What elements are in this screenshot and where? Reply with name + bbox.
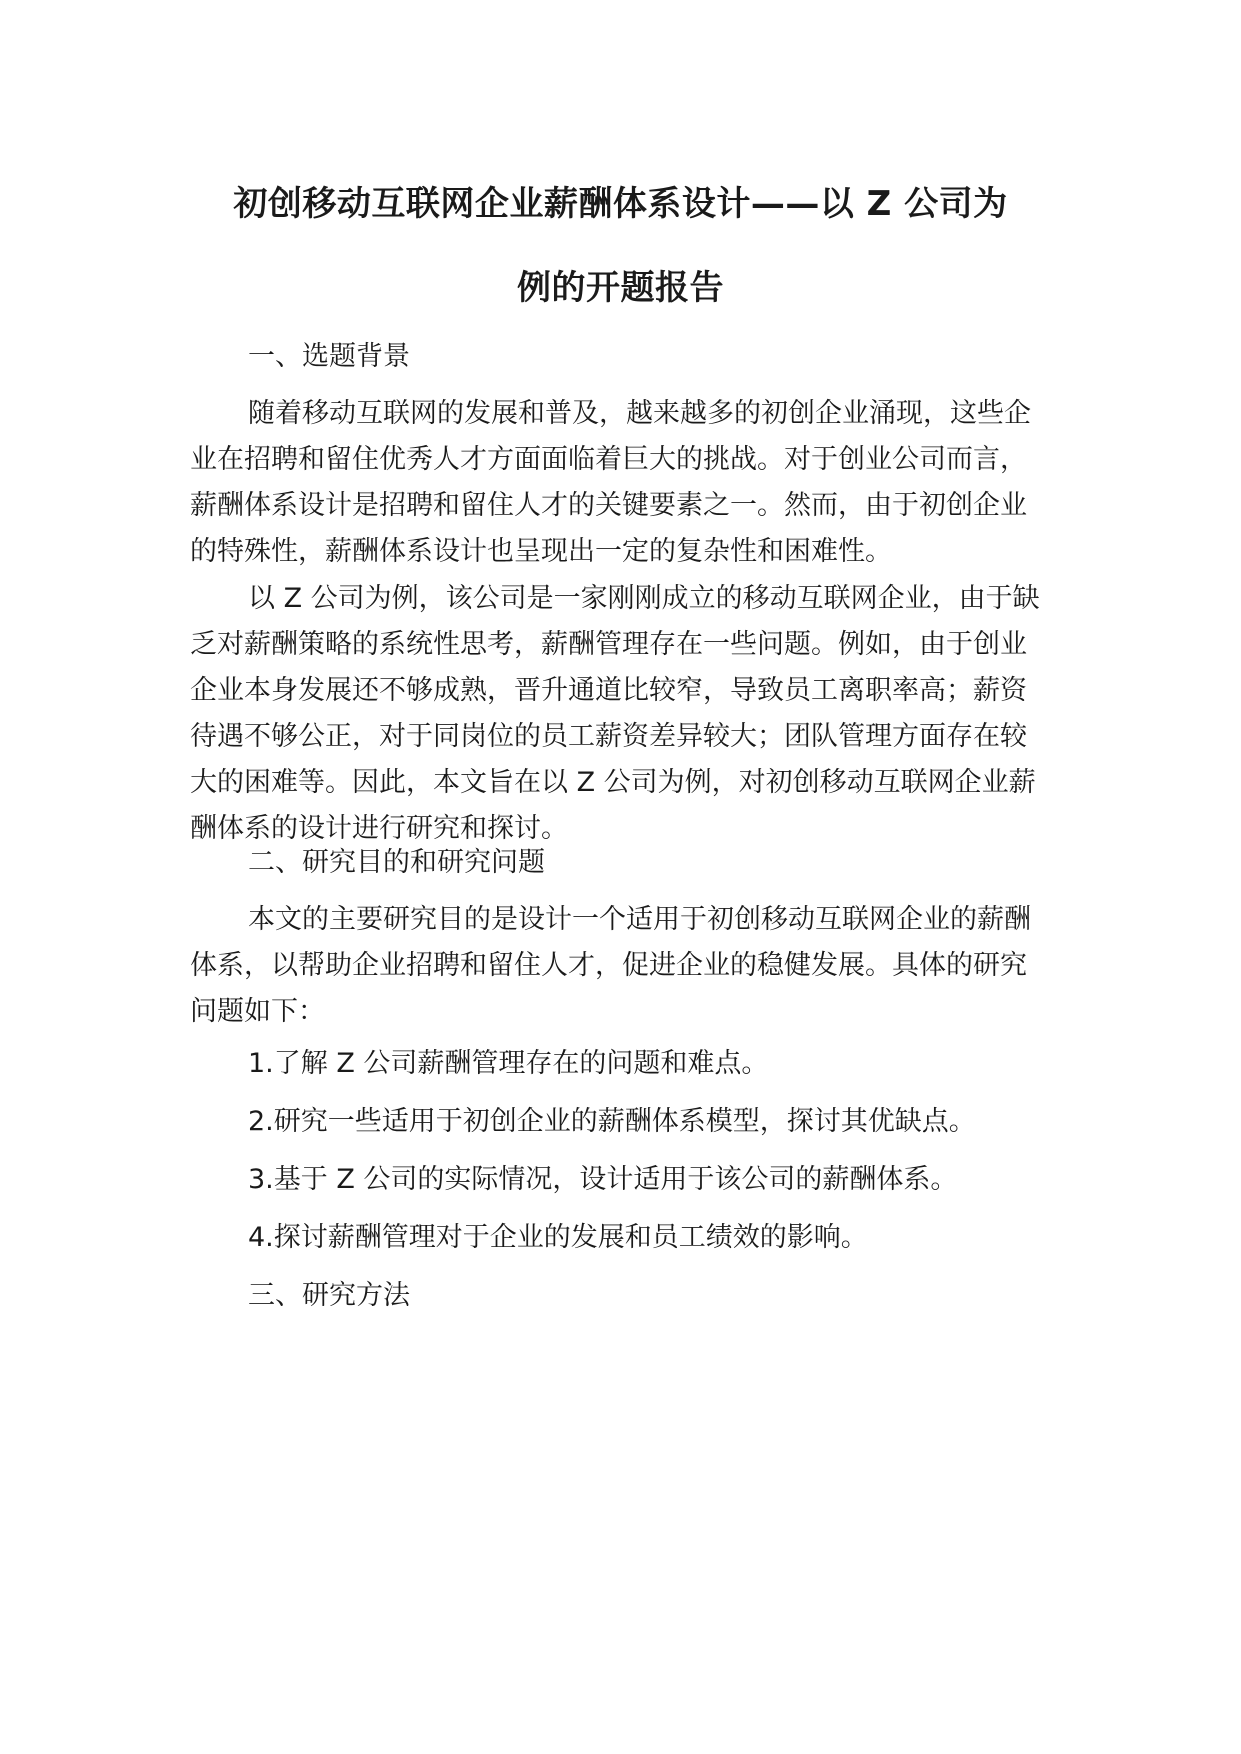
document-title-line-2: 例的开题报告 [517,268,724,308]
research-question-2: 2.研究一些适用于初创企业的薪酬体系模型，探讨其优缺点。 [248,1106,976,1137]
paragraph-background-2 [190,576,1050,852]
paragraph-line: 问题如下： [190,996,325,1027]
section-heading-methods: 三、研究方法 [248,1280,410,1311]
paragraph-line: 待遇不够公正，对于同岗位的员工薪资差异较大；团队管理方面存在较 [190,721,1027,752]
paragraph-line: 薪酬体系设计是招聘和留住人才的关键要素之一。然而，由于初创企业 [190,490,1027,521]
paragraph-line: 酬体系的设计进行研究和探讨。 [190,813,568,844]
section-heading-objectives: 二、研究目的和研究问题 [248,847,545,878]
paragraph-objectives [190,897,1050,1035]
paragraph-line: 企业本身发展还不够成熟，晋升通道比较窄，导致员工离职率高；薪资 [190,675,1027,706]
paragraph-line: 业在招聘和留住优秀人才方面面临着巨大的挑战。对于创业公司而言， [190,444,1027,475]
paragraph-background-1 [190,391,1050,575]
paragraph-line: 乏对薪酬策略的系统性思考，薪酬管理存在一些问题。例如，由于创业 [190,629,1027,660]
paragraph-line: 体系，以帮助企业招聘和留住人才，促进企业的稳健发展。具体的研究 [190,950,1027,981]
paragraph-line: 的特殊性，薪酬体系设计也呈现出一定的复杂性和困难性。 [190,536,892,567]
paragraph-line: 随着移动互联网的发展和普及，越来越多的初创企业涌现，这些企 [248,398,1031,429]
research-question-4: 4.探讨薪酬管理对于企业的发展和员工绩效的影响。 [248,1222,868,1253]
section-heading-background: 一、选题背景 [248,341,410,372]
research-question-1: 1.了解 Z 公司薪酬管理存在的问题和难点。 [248,1048,769,1079]
paragraph-line: 本文的主要研究目的是设计一个适用于初创移动互联网企业的薪酬 [248,904,1031,935]
research-question-3: 3.基于 Z 公司的实际情况，设计适用于该公司的薪酬体系。 [248,1164,958,1195]
paragraph-line: 以 Z 公司为例，该公司是一家刚刚成立的移动互联网企业，由于缺 [248,583,1040,614]
document-title-line-1: 初创移动互联网企业薪酬体系设计——以 Z 公司为 [233,184,1008,224]
paragraph-line: 大的困难等。因此，本文旨在以 Z 公司为例，对初创移动互联网企业薪 [190,767,1036,798]
